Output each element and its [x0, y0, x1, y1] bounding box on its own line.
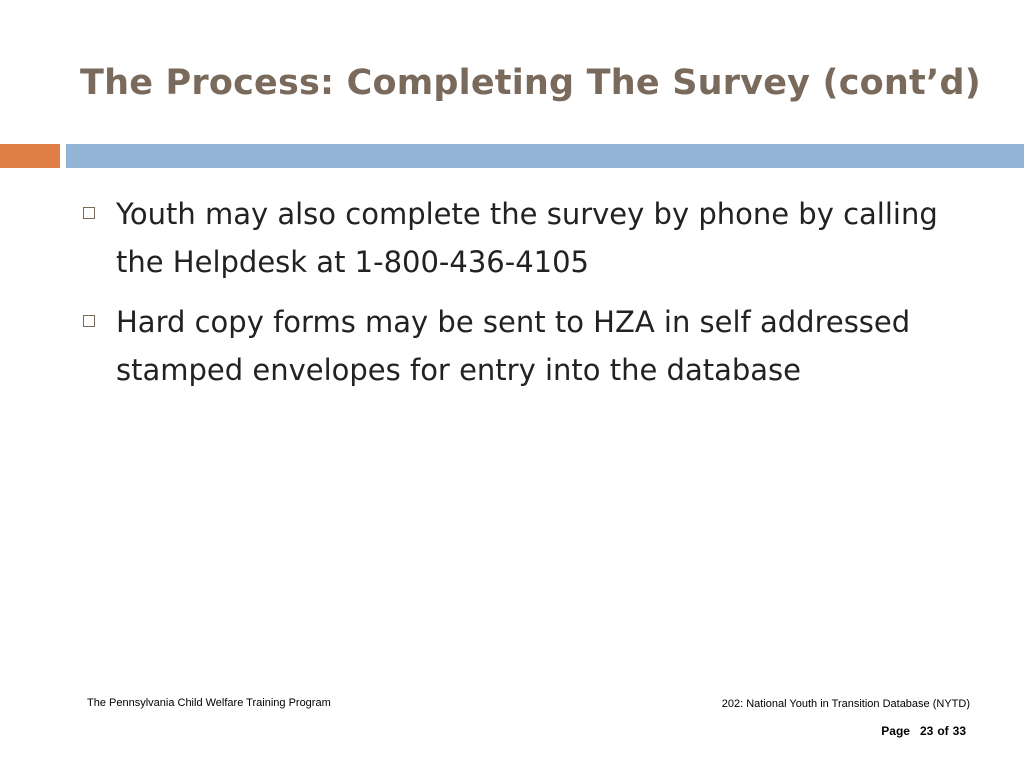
title-rule-bar — [66, 144, 1024, 168]
footer-program-name: The Pennsylvania Child Welfare Training Program — [87, 697, 331, 709]
bullet-text: Youth may also complete the survey by phone by calling the Helpdesk at 1-800-436-4105 — [116, 197, 938, 279]
page-of: of — [937, 724, 949, 738]
square-bullet-icon — [83, 207, 95, 219]
footer-course-name: 202: National Youth in Transition Database (NYTD) — [721, 698, 970, 710]
bullet-item — [80, 190, 980, 286]
page-counter — [881, 724, 966, 738]
bullet-list — [80, 190, 980, 406]
page-label: Page — [881, 724, 910, 738]
page-current: 23 — [919, 724, 934, 738]
accent-bar — [0, 144, 60, 168]
page-total: 33 — [952, 724, 966, 738]
bullet-text: Hard copy forms may be sent to HZA in self addressed stamped envelopes for entry into the database — [116, 305, 911, 387]
square-bullet-icon — [83, 315, 95, 327]
slide-title: The Process: Completing The Survey (cont’d) — [80, 63, 981, 103]
bullet-item — [80, 298, 980, 394]
